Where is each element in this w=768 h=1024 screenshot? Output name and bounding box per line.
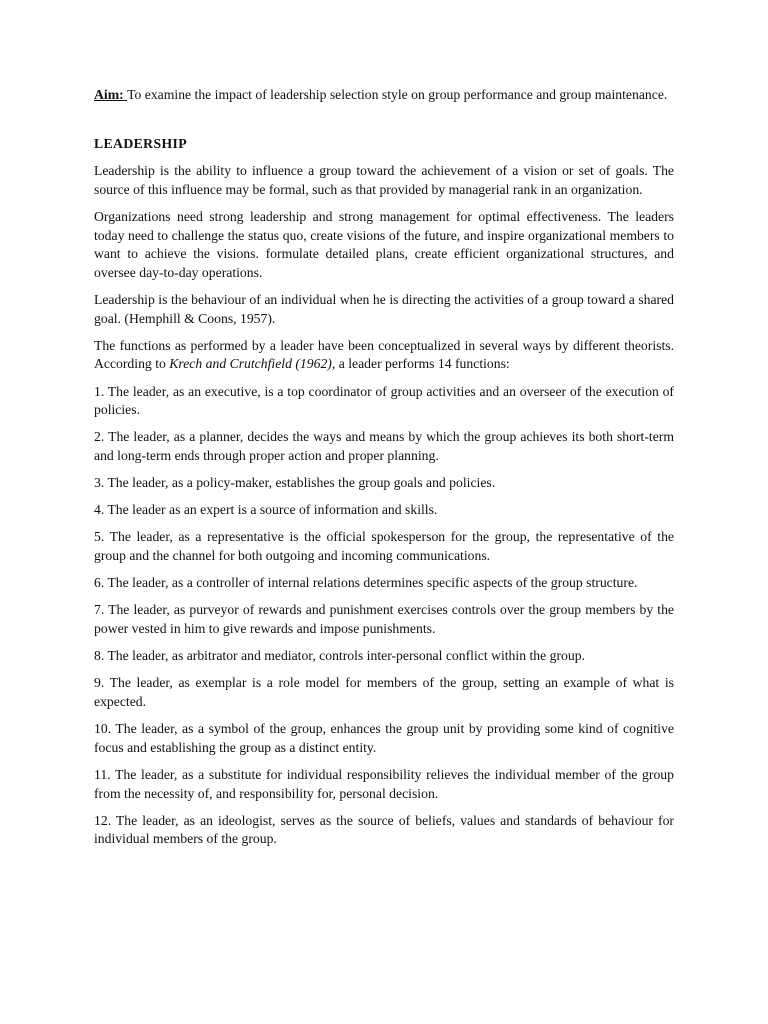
function-item-10: 10. The leader, as a symbol of the group, enhances the group unit by providing some kind of cognitive focus and establishing the group as a distinct entity. <box>94 721 674 755</box>
function-item-2: 2. The leader, as a planner, decides the ways and means by which the group achieves its both short-term and long-term ends through proper action and proper planning. <box>94 429 674 463</box>
paragraph-definition: Leadership is the ability to influence a group toward the achievement of a vision or set of goals. The source of this influence may be formal, such as that provided by managerial rank in an organization. <box>94 163 674 197</box>
function-item-4: 4. The leader as an expert is a source of information and skills. <box>94 502 438 518</box>
aim-label: Aim: <box>94 87 128 102</box>
function-item-3: 3. The leader, as a policy-maker, establishes the group goals and policies. <box>94 475 496 491</box>
paragraph-functions-intro <box>94 337 674 374</box>
function-item-9: 9. The leader, as exemplar is a role model for members of the group, setting an example of what is expected. <box>94 675 674 709</box>
section-heading: LEADERSHIP <box>94 135 187 151</box>
function-item-1: 1. The leader, as an executive, is a top coordinator of group activities and an overseer of the execution of policies. <box>94 383 674 418</box>
function-item-7: 7. The leader, as purveyor of rewards and punishment exercises controls over the group members by the power vested in him to give rewards and impose punishments. <box>94 602 674 636</box>
paragraph-behaviour: Leadership is the behaviour of an individual when he is directing the activities of a group toward a shared goal. (Hemphill & Coons, 1957). <box>94 291 674 326</box>
function-item-6: 6. The leader, as a controller of internal relations determines specific aspects of the group structure. <box>94 575 638 591</box>
function-item-12: 12. The leader, as an ideologist, serves as the source of beliefs, values and standards of behaviour for individual members of the group. <box>94 812 674 847</box>
function-item-11: 11. The leader, as a substitute for individual responsibility relieves the individual member of the group from the necessity of, and responsibility for, personal decision. <box>94 766 674 801</box>
aim-statement <box>94 86 674 105</box>
document-body <box>94 86 674 858</box>
function-item-5: 5. The leader, as a representative is the official spokesperson for the group, the representative of the group and the channel for both outgoing and incoming communications. <box>94 529 674 564</box>
citation-krech-crutchfield: Krech and Crutchfield (1962), <box>169 356 336 372</box>
paragraph-organizations: Organizations need strong leadership and strong management for optimal effectiveness. The leaders today need to challenge the status quo, create visions of the future, and inspire organizational members to want to achieve the visions. formulate detailed plans, create efficient organizational structures, and oversee day-to-day operations. <box>94 208 674 280</box>
functions-intro-text-end: a leader performs 14 functions: <box>335 356 510 372</box>
functions-intro-text: The functions as performed by a leader have been conceptualized in several ways by different theorists. According to <box>94 337 674 372</box>
function-item-8: 8. The leader, as arbitrator and mediator, controls inter-personal conflict within the group. <box>94 648 585 664</box>
aim-text: To examine the impact of leadership selection style on group performance and group maintenance. <box>127 87 668 102</box>
